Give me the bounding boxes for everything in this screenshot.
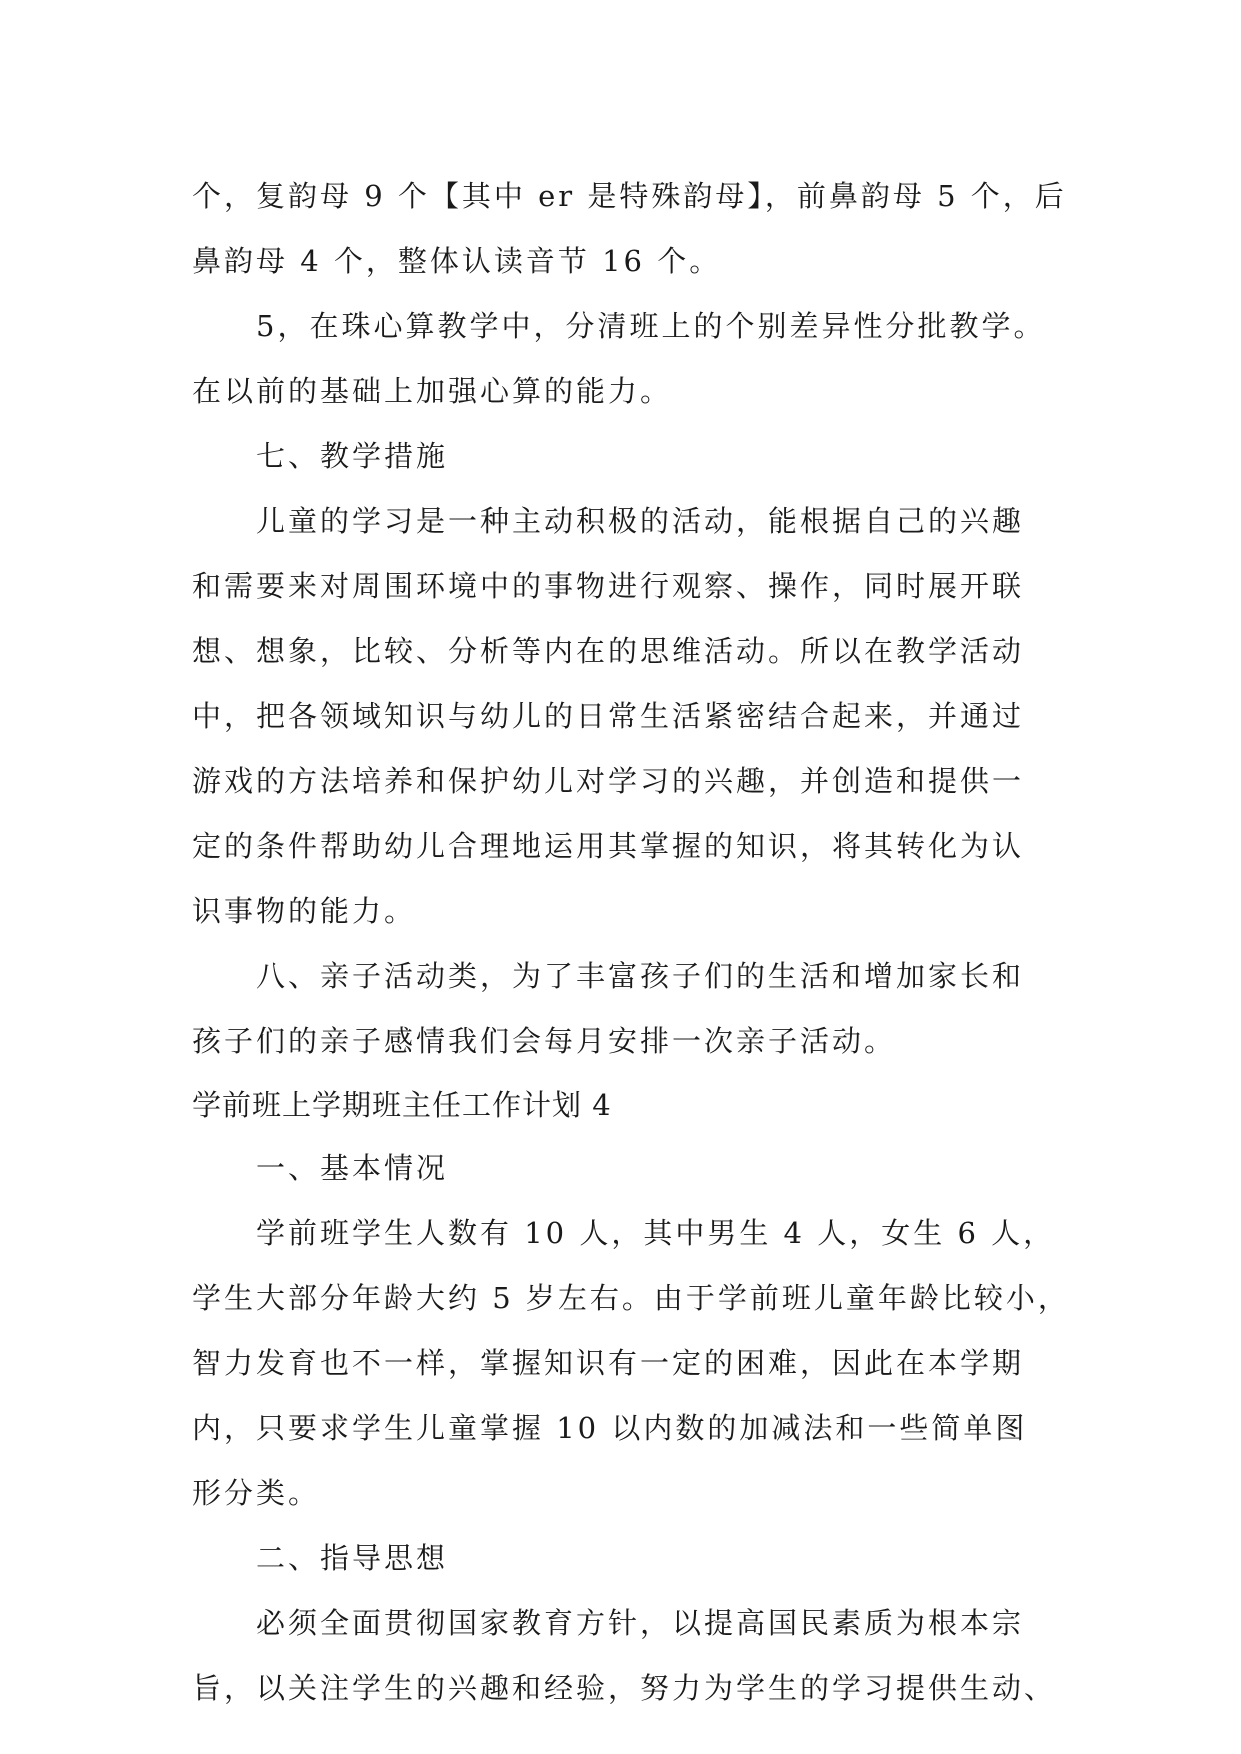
document-page xyxy=(192,164,1070,1721)
paragraph-start: 学前班学生人数有 10 人，其中男生 4 人，女生 6 人， xyxy=(256,1216,1056,1250)
text-line: 孩子们的亲子感情我们会每月安排一次亲子活动。 xyxy=(192,1024,897,1058)
text-line: 中，把各领域知识与幼儿的日常生活紧密结合起来，并通过 xyxy=(192,699,1025,733)
text-line: 智力发育也不一样，掌握知识有一定的困难，因此在本学期 xyxy=(192,1346,1025,1380)
text-line: 个，复韵母 9 个【其中 er 是特殊韵母】，前鼻韵母 5 个，后 xyxy=(192,179,1067,213)
text-line: 内，只要求学生儿童掌握 10 以内数的加减法和一些简单图 xyxy=(192,1411,1028,1445)
text-line: 和需要来对周围环境中的事物进行观察、操作，同时展开联 xyxy=(192,569,1025,603)
section-heading: 一、基本情况 xyxy=(256,1151,449,1185)
text-line: 游戏的方法培养和保护幼儿对学习的兴趣，并创造和提供一 xyxy=(192,764,1025,798)
section-heading: 二、指导思想 xyxy=(256,1541,449,1575)
text-line: 想、想象，比较、分析等内在的思维活动。所以在教学活动 xyxy=(192,634,1025,668)
text-line: 鼻韵母 4 个，整体认读音节 16 个。 xyxy=(192,244,722,278)
text-line: 学生大部分年龄大约 5 岁左右。由于学前班儿童年龄比较小， xyxy=(192,1281,1070,1315)
text-line: 识事物的能力。 xyxy=(192,894,417,928)
paragraph-start: 5，在珠心算教学中，分清班上的个别差异性分批教学。 xyxy=(256,309,1046,343)
text-line: 定的条件帮助幼儿合理地运用其掌握的知识，将其转化为认 xyxy=(192,829,1025,863)
paragraph-start: 儿童的学习是一种主动积极的活动，能根据自己的兴趣 xyxy=(256,504,1025,538)
paragraph-start: 必须全面贯彻国家教育方针，以提高国民素质为根本宗 xyxy=(256,1606,1025,1640)
paragraph-start: 八、亲子活动类，为了丰富孩子们的生活和增加家长和 xyxy=(256,959,1025,993)
document-title: 学前班上学期班主任工作计划 4 xyxy=(192,1088,612,1122)
text-line: 形分类。 xyxy=(192,1476,321,1510)
text-line: 旨，以关注学生的兴趣和经验，努力为学生的学习提供生动、 xyxy=(192,1671,1057,1705)
text-line: 在以前的基础上加强心算的能力。 xyxy=(192,374,673,408)
section-heading: 七、教学措施 xyxy=(256,439,449,473)
